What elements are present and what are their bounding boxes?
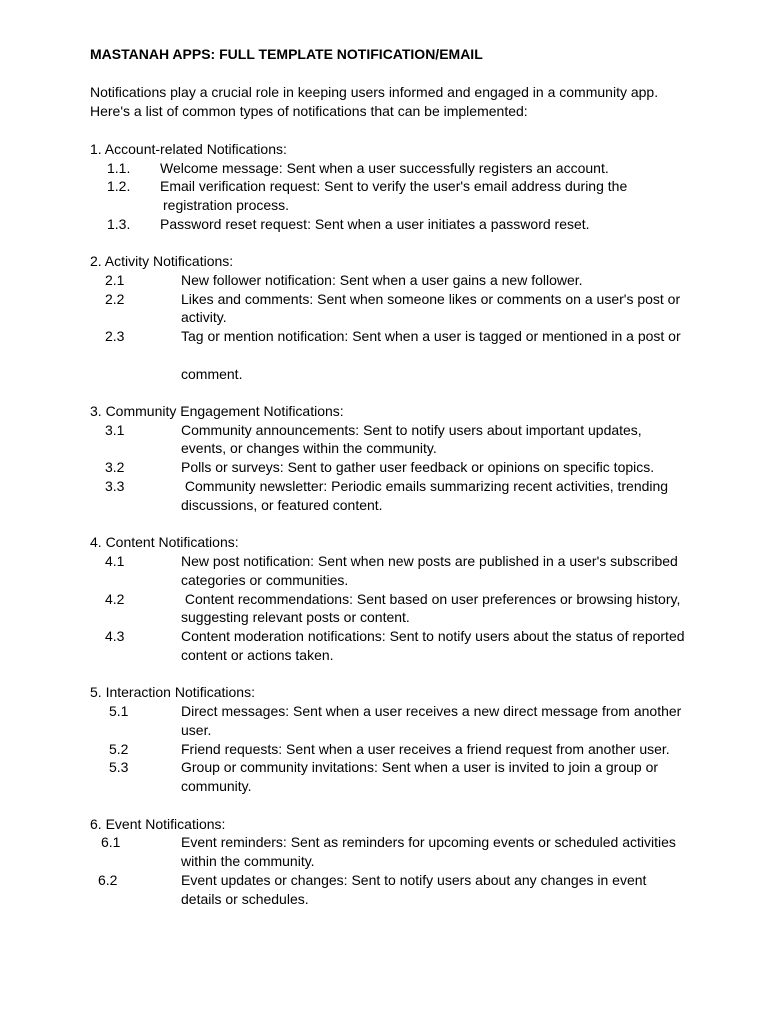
item-4-3-text: Content moderation notifications: Sent to notify users about the status of reported (181, 628, 685, 644)
item-1-3-number: 1.3. (107, 216, 131, 232)
item-3-3-text-cont: discussions, or featured content. (181, 497, 383, 513)
item-6-2-number: 6.2 (98, 872, 118, 888)
item-6-1-number: 6.1 (101, 834, 121, 850)
document-title: MASTANAH APPS: FULL TEMPLATE NOTIFICATION/EMAIL (90, 46, 483, 62)
item-2-2-text-cont: activity. (181, 309, 227, 325)
item-2-1-text: New follower notification: Sent when a user gains a new follower. (181, 272, 583, 288)
item-4-2-text: Content recommendations: Sent based on user preferences or browsing history, (181, 591, 681, 607)
item-3-3-number: 3.3 (105, 478, 125, 494)
item-1-3-text: Password reset request: Sent when a user initiates a password reset. (160, 216, 590, 232)
item-3-3-text: Community newsletter: Periodic emails summarizing recent activities, trending (181, 478, 669, 494)
item-2-3-number: 2.3 (105, 328, 125, 344)
item-5-3-text-cont: community. (181, 778, 252, 794)
item-6-1-text: Event reminders: Sent as reminders for upcoming events or scheduled activities (181, 834, 676, 850)
item-4-3-number: 4.3 (105, 628, 125, 644)
item-2-3-text-cont: comment. (181, 366, 243, 382)
item-2-2-text: Likes and comments: Sent when someone likes or comments on a user's post or (181, 291, 681, 307)
item-6-1-text-cont: within the community. (181, 853, 315, 869)
item-1-2-text-cont: registration process. (163, 197, 290, 213)
item-4-3-text-cont: content or actions taken. (181, 647, 334, 663)
item-5-1-text: Direct messages: Sent when a user receives a new direct message from another (181, 703, 682, 719)
item-6-2-text: Event updates or changes: Sent to notify users about any changes in event (181, 872, 647, 888)
section-1-heading: 1. Account-related Notifications: (90, 141, 287, 157)
intro-line-1: Notifications play a crucial role in keeping users informed and engaged in a community app. (90, 84, 659, 100)
section-2-heading: 2. Activity Notifications: (90, 253, 234, 269)
item-5-1-number: 5.1 (109, 703, 129, 719)
item-1-2-text: Email verification request: Sent to verify the user's email address during the (160, 178, 628, 194)
item-3-1-number: 3.1 (105, 422, 125, 438)
section-4-heading: 4. Content Notifications: (90, 534, 239, 550)
item-2-3-text: Tag or mention notification: Sent when a user is tagged or mentioned in a post or (181, 328, 681, 344)
item-4-2-number: 4.2 (105, 591, 125, 607)
item-5-2-number: 5.2 (109, 741, 129, 757)
item-5-3-number: 5.3 (109, 759, 129, 775)
item-1-1-text: Welcome message: Sent when a user successfully registers an account. (160, 160, 609, 176)
item-3-1-text: Community announcements: Sent to notify users about important updates, (181, 422, 642, 438)
item-5-2-text: Friend requests: Sent when a user receives a friend request from another user. (181, 741, 670, 757)
item-2-1-number: 2.1 (105, 272, 125, 288)
section-6-heading: 6. Event Notifications: (90, 816, 226, 832)
item-1-2-number: 1.2. (107, 178, 131, 194)
item-1-1-number: 1.1. (107, 160, 131, 176)
item-3-2-number: 3.2 (105, 459, 125, 475)
item-4-1-number: 4.1 (105, 553, 125, 569)
item-6-2-text-cont: details or schedules. (181, 891, 309, 907)
item-4-1-text: New post notification: Sent when new posts are published in a user's subscribed (181, 553, 678, 569)
intro-line-2: Here's a list of common types of notifications that can be implemented: (90, 103, 528, 119)
section-5-heading: 5. Interaction Notifications: (90, 684, 255, 700)
item-3-2-text: Polls or surveys: Sent to gather user feedback or opinions on specific topics. (181, 459, 655, 475)
item-3-1-text-cont: events, or changes within the community. (181, 440, 437, 456)
section-3-heading: 3. Community Engagement Notifications: (90, 403, 344, 419)
item-5-1-text-cont: user. (181, 722, 212, 738)
item-4-2-text-cont: suggesting relevant posts or content. (181, 609, 410, 625)
item-4-1-text-cont: categories or communities. (181, 572, 349, 588)
item-2-2-number: 2.2 (105, 291, 125, 307)
item-5-3-text: Group or community invitations: Sent when a user is invited to join a group or (181, 759, 659, 775)
